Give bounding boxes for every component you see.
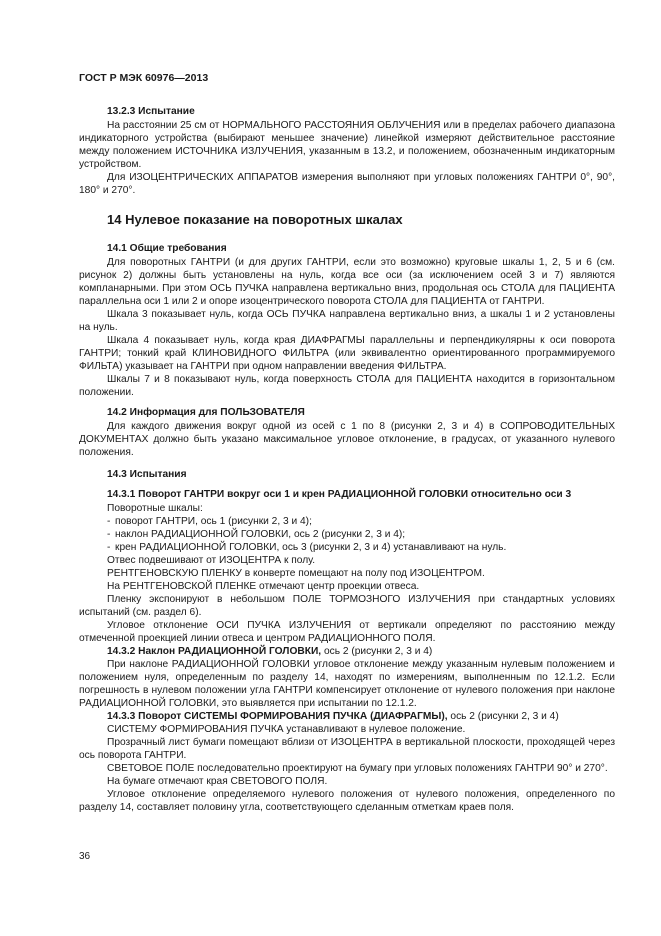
section-14-3-title: 14.3 Испытания	[107, 469, 187, 480]
paragraph: Отвес подвешивают от ИЗОЦЕНТРА к полу.	[107, 555, 316, 566]
list-item: - крен РАДИАЦИОННОЙ ГОЛОВКИ, ось 3 (рисунки 2, 3 и 4) устанавливают на нуль.	[107, 542, 507, 553]
section-14-3-2-suffix: ось 2 (рисунки 2, 3 и 4)	[321, 646, 433, 657]
paragraph: Прозрачный лист бумаги помещают вблизи от ИЗОЦЕНТРА в вертикальной плоскости, проходящей через ось поворота ГАНТРИ.	[79, 737, 615, 761]
paragraph: СИСТЕМУ ФОРМИРОВАНИЯ ПУЧКА устанавливают в нулевое положение.	[107, 724, 466, 735]
document-header: ГОСТ Р МЭК 60976—2013	[79, 72, 209, 84]
list-item: - наклон РАДИАЦИОННОЙ ГОЛОВКИ, ось 2 (рисунки 2, 3 и 4);	[107, 529, 406, 540]
paragraph: Шкала 3 показывает нуль, когда ОСЬ ПУЧКА направлена вертикально вниз, а шкалы 1 и 2 установлены на нуль.	[79, 309, 615, 333]
list-item: - поворот ГАНТРИ, ось 1 (рисунки 2, 3 и 4);	[107, 516, 312, 527]
paragraph: На расстоянии 25 см от НОРМАЛЬНОГО РАССТОЯНИЯ ОБЛУЧЕНИЯ или в пределах рабочего диапазона индикаторного устройства (выбирают меньшее значение) линейкой измеряют действительное расстояние между положением ИСТОЧНИКА ИЗЛУЧЕНИЯ, указанным в 13.2, и положением, обозначенным индикаторным устройством.	[79, 120, 615, 170]
section-14-3-1-title: 14.3.1 Поворот ГАНТРИ вокруг оси 1 и крен РАДИАЦИОННОЙ ГОЛОВКИ относительно оси 3	[107, 489, 572, 500]
section-14-1-title: 14.1 Общие требования	[107, 243, 227, 254]
paragraph: СВЕТОВОЕ ПОЛЕ последовательно проектируют на бумагу при угловых положениях ГАНТРИ 90° и 270°.	[107, 763, 608, 774]
paragraph: При наклоне РАДИАЦИОННОЙ ГОЛОВКИ угловое отклонение между указанным нулевым положением и положением нуля, определенным по разделу 14, находят по измерениям, выполненным по 12.1.2. Если погрешность в нулевом положении угла ГАНТРИ компенсирует отклонение от нулевого положения при наклоне РАДИАЦИОННОЙ ГОЛОВКИ, это выявляется при испытании по 12.1.2.	[79, 659, 615, 709]
paragraph: Для каждого движения вокруг одной из осей с 1 по 8 (рисунки 2, 3 и 4) в СОПРОВОДИТЕЛЬНЫХ ДОКУМЕНТАХ должно быть указано максимальное угловое отклонение, в градусах, от указанного нулевого положения.	[79, 421, 615, 458]
paragraph: Угловое отклонение ОСИ ПУЧКА ИЗЛУЧЕНИЯ от вертикали определяют по расстоянию между отмеченной проекцией линии отвеса и центром РАДИАЦИОННОГО ПОЛЯ.	[79, 620, 615, 644]
paragraph: Шкала 4 показывает нуль, когда края ДИАФРАГМЫ параллельны и перпендикулярны к оси поворота ГАНТРИ; тонкий край КЛИНОВИДНОГО ФИЛЬТРА (или эквивалентно ориентированного программируемого ФИЛЬТА) указывает на ГАНТРИ при одном направлении введения ФИЛЬТРА.	[79, 335, 615, 372]
paragraph: Угловое отклонение определяемого нулевого положения от нулевого положения, определенного по разделу 14, составляет половину угла, соответствующего сделанным отметкам краев поля.	[79, 789, 615, 813]
paragraph: Пленку экспонируют в небольшом ПОЛЕ ТОРМОЗНОГО ИЗЛУЧЕНИЯ при стандартных условиях испытаний (см. раздел 6).	[79, 594, 615, 618]
section-14-title: 14 Нулевое показание на поворотных шкалах	[107, 212, 403, 227]
section-14-2-title: 14.2 Информация для ПОЛЬЗОВАТЕЛЯ	[107, 407, 305, 418]
paragraph: Шкалы 7 и 8 показывают нуль, когда поверхность СТОЛА для ПАЦИЕНТА находится в горизонтальном положении.	[79, 374, 615, 398]
section-14-3-2-title: 14.3.2 Наклон РАДИАЦИОННОЙ ГОЛОВКИ,	[107, 646, 322, 657]
paragraph: На РЕНТГЕНОВСКОЙ ПЛЕНКЕ отмечают центр проекции отвеса.	[107, 581, 420, 592]
section-14-3-2-heading	[79, 645, 615, 658]
paragraph: Для поворотных ГАНТРИ (и для других ГАНТРИ, если это возможно) круговые шкалы 1, 2, 5 и 6 (см. рисунок 2) должны быть установлены на нуль, когда все оси (за исключением осей 3 и 7) являются компланарными. При этом ОСЬ ПУЧКА направлена вертикально вниз, продольная ось СТОЛА для ПАЦИЕНТА параллельна оси 1 или 2 и опоре изоцентрического поворота СТОЛА для ПАЦИЕНТА от ГАНТРИ.	[79, 257, 615, 307]
section-14-3-3-heading	[79, 710, 615, 723]
paragraph: Для ИЗОЦЕНТРИЧЕСКИХ АППАРАТОВ измерения выполняют при угловых положениях ГАНТРИ 0°, 90°, 180° и 270°.	[79, 172, 615, 196]
paragraph: На бумаге отмечают края СВЕТОВОГО ПОЛЯ.	[107, 776, 328, 787]
document-page	[79, 72, 615, 814]
paragraph: РЕНТГЕНОВСКУЮ ПЛЕНКУ в конверте помещают на полу под ИЗОЦЕНТРОМ.	[107, 568, 485, 579]
section-13-2-3-title: 13.2.3 Испытание	[107, 106, 195, 117]
page-number: 36	[79, 851, 91, 862]
paragraph: Поворотные шкалы:	[107, 503, 203, 514]
section-14-3-3-title: 14.3.3 Поворот СИСТЕМЫ ФОРМИРОВАНИЯ ПУЧКА (ДИАФРАГМЫ),	[107, 711, 448, 722]
section-14-3-3-suffix: ось 2 (рисунки 2, 3 и 4)	[447, 711, 559, 722]
